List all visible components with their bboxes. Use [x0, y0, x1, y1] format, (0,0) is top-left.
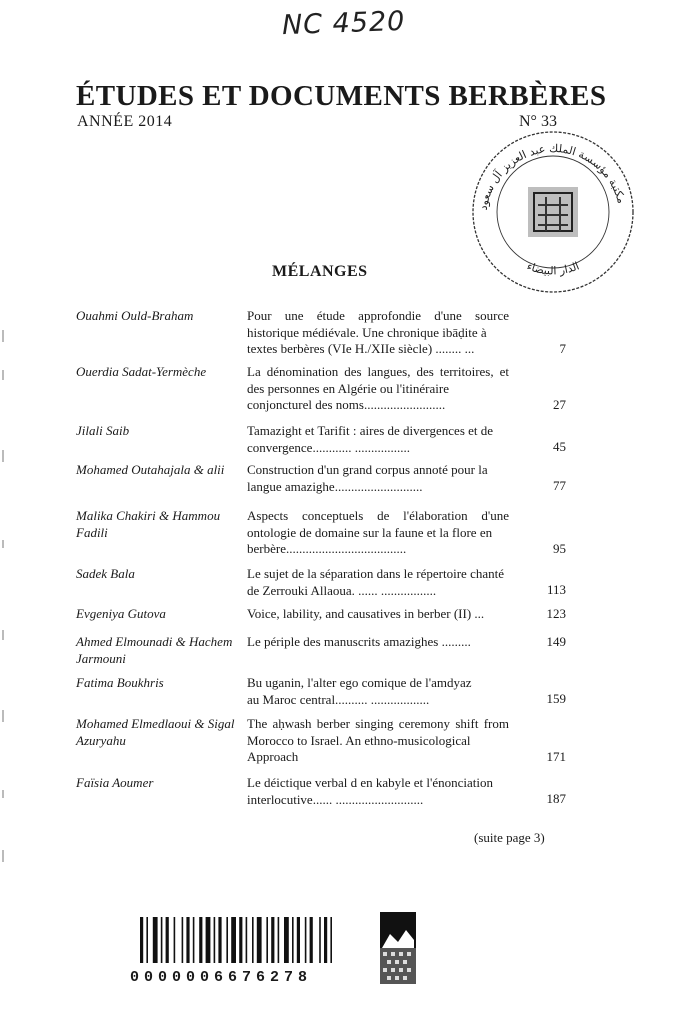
toc-page-number: 45: [553, 439, 566, 454]
barcode-bar: [246, 917, 248, 963]
barcode-bar: [193, 917, 195, 963]
barcode-bar: [218, 917, 221, 963]
toc-article-title: [247, 775, 509, 808]
section-heading: MÉLANGES: [272, 263, 368, 280]
barcode-bar: [266, 917, 268, 963]
stamp-text-top: مكتبة مؤسسة الملك عبد العزيز آل سعود: [476, 141, 629, 212]
toc-article-title: [247, 716, 509, 766]
handwritten-reference: NC 4520: [281, 5, 406, 42]
toc-article-title: [247, 308, 509, 358]
toc-title-leader: langue amazighe...........................: [247, 478, 423, 494]
toc-title-leader: de Zerrouki Allaoua. ...... .................: [247, 582, 437, 598]
barcode-bar: [324, 917, 327, 963]
barcode-bar: [278, 917, 280, 963]
toc-page-number: 187: [546, 791, 566, 806]
toc-author: Fatima Boukhris: [76, 675, 164, 690]
toc-author: Sadek Bala: [76, 566, 135, 581]
toc-title-leader: textes berbères (VIe H./XIIe siècle) ........ ...: [247, 341, 475, 357]
barcode: [140, 917, 378, 963]
toc-author: Jilali Saib: [76, 423, 130, 438]
barcode-bar: [231, 917, 236, 963]
toc-page-number: 123: [546, 606, 566, 621]
toc-article-title: [247, 566, 509, 599]
toc-title-leader: interlocutive...... ...........................: [247, 791, 424, 807]
barcode-bar: [239, 917, 242, 963]
toc-title-text: Pour une étude approfondie d'une source historique médiévale. Une chronique ibāḍite à: [247, 308, 509, 340]
toc-title-leader: berbère.....................................: [247, 541, 407, 557]
toc-title-leader: conjoncturel des noms.........................: [247, 397, 446, 413]
toc-title-text: Construction d'un grand corpus annoté pour la: [247, 462, 488, 477]
barcode-bar: [186, 917, 189, 963]
barcode-bar: [330, 917, 332, 963]
barcode-bar: [140, 917, 143, 963]
library-stamp: [468, 127, 638, 297]
journal-year: ANNÉE 2014: [77, 113, 173, 130]
toc-article-title: [247, 423, 509, 456]
toc-author: Malika Chakiri & Hammou Fadili: [76, 508, 221, 540]
barcode-bar: [153, 917, 158, 963]
publisher-logo: [380, 912, 416, 984]
barcode-bar: [226, 917, 228, 963]
toc-page-number: 171: [546, 749, 566, 764]
toc-title-text: Le déictique verbal d en kabyle et l'énonciation: [247, 775, 493, 790]
scan-edge-marks: [0, 330, 6, 870]
toc-title-leader: au Maroc central.......... ..................: [247, 691, 430, 707]
toc-article-title: [247, 508, 509, 558]
toc-page-number: 149: [546, 634, 566, 649]
toc-title-leader: Approach: [247, 749, 299, 765]
toc-article-title: [247, 364, 509, 414]
barcode-bar: [305, 917, 307, 963]
barcode-bar: [297, 917, 300, 963]
barcode-number: 0000006676278: [130, 969, 313, 986]
toc-article-title: [247, 634, 509, 651]
toc-author: Mohamed Elmedlaoui & Sigal Azuryahu: [76, 716, 235, 748]
barcode-bar: [174, 917, 176, 963]
toc-author: Faïsia Aoumer: [76, 775, 154, 790]
toc-author: Evgeniya Gutova: [76, 606, 166, 621]
barcode-bar: [284, 917, 289, 963]
toc-title-text: The aḥwash berber singing ceremony shift from Morocco to Israel. An ethno-musicological: [247, 716, 509, 748]
barcode-bar: [182, 917, 184, 963]
stamp-text-bottom: الدار البيضاء: [525, 259, 582, 278]
toc-author: Ouahmi Ould-Braham: [76, 308, 194, 323]
barcode-bar: [214, 917, 216, 963]
toc-title-text: Bu uganin, l'alter ego comique de l'amdyaz: [247, 675, 472, 690]
toc-article-title: [247, 675, 509, 708]
barcode-bar: [257, 917, 262, 963]
toc-title-text: Tamazight et Tarifit : aires de divergences et de: [247, 423, 494, 438]
journal-title: ÉTUDES ET DOCUMENTS BERBÈRES: [76, 80, 607, 112]
toc-page-number: 77: [553, 478, 566, 493]
continued-note: (suite page 3): [474, 830, 545, 845]
toc-author: Ouerdia Sadat-Yermèche: [76, 364, 207, 379]
barcode-bar: [199, 917, 202, 963]
toc-title-leader: Le périple des manuscrits amazighes .........: [247, 634, 471, 649]
toc-page-number: 27: [553, 397, 566, 412]
barcode-bar: [252, 917, 254, 963]
issue-number: N° 33: [519, 113, 557, 130]
barcode-bar: [206, 917, 211, 963]
barcode-bar: [292, 917, 294, 963]
toc-article-title: [247, 606, 509, 623]
barcode-bar: [161, 917, 163, 963]
toc-title-text: Le sujet de la séparation dans le répertoire chanté: [247, 566, 504, 581]
barcode-bar: [166, 917, 169, 963]
barcode-bar: [146, 917, 148, 963]
toc-page-number: 113: [546, 582, 566, 597]
toc-title-leader: convergence............ .................: [247, 439, 410, 455]
barcode-bar: [319, 917, 321, 963]
toc-title-leader: Voice, lability, and causatives in berber (II) ...: [247, 606, 485, 621]
stamp-emblem: [528, 187, 578, 237]
toc-title-text: La dénomination des langues, des territoires, et des personnes en Algérie ou l'itinéraire: [247, 364, 509, 396]
barcode-bar: [271, 917, 274, 963]
toc-page-number: 159: [546, 691, 566, 706]
toc-author: Ahmed Elmounadi & Hachem Jarmouni: [76, 634, 233, 666]
toc-author: Mohamed Outahajala & alii: [76, 462, 225, 477]
toc-title-text: Aspects conceptuels de l'élaboration d'une ontologie de domaine sur la faune et la flore en: [247, 508, 509, 540]
toc-page-number: 7: [559, 341, 566, 356]
toc-article-title: [247, 462, 509, 495]
toc-page-number: 95: [553, 541, 566, 556]
barcode-bar: [310, 917, 313, 963]
